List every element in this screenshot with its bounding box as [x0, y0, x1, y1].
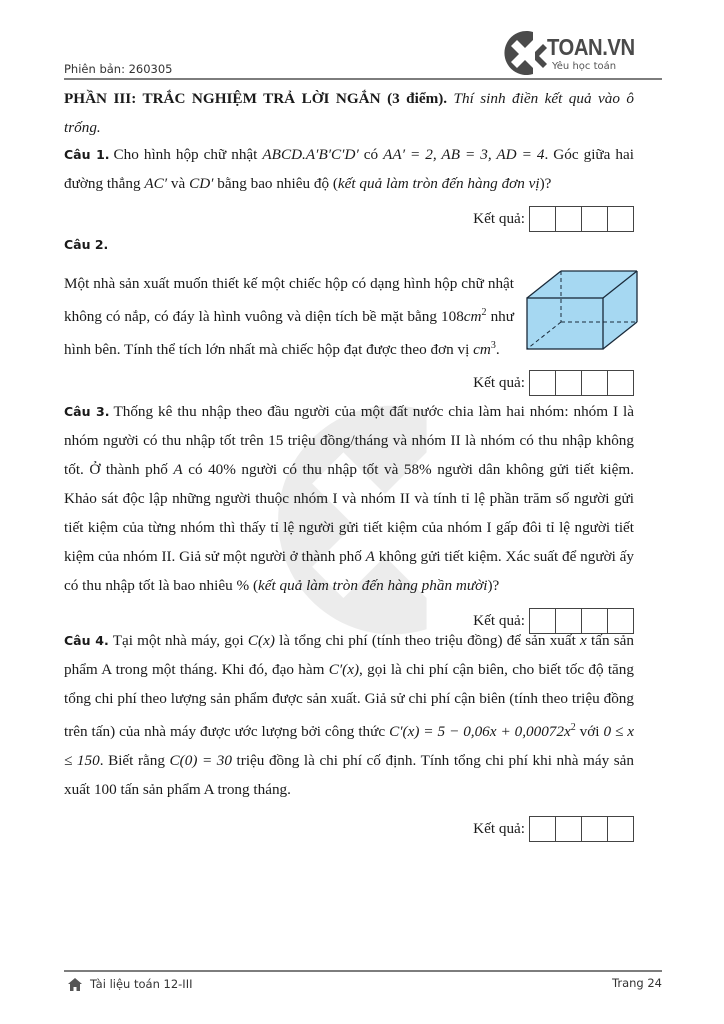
part-title: PHẦN III: TRẮC NGHIỆM TRẢ LỜI NGẮN (3 điểm). — [64, 90, 448, 107]
math-expression: AA′ = 2, AB = 3, AD = 4 — [383, 146, 545, 163]
rounding-note: kết quả làm tròn đến hàng đơn vị — [337, 175, 540, 192]
answer-cell[interactable] — [530, 207, 556, 231]
answer-boxes — [529, 206, 634, 232]
open-box-figure — [526, 268, 640, 352]
superscript: 3 — [490, 340, 496, 352]
answer-label: Kết quả: — [473, 820, 525, 838]
question-text: và — [167, 175, 190, 192]
math-expression: 0 ≤ x ≤ 150 — [64, 723, 634, 770]
answer-cell[interactable] — [556, 817, 582, 841]
answer-cell[interactable] — [582, 371, 608, 395]
doc-title: Tài liệu toán 12-III — [90, 977, 193, 991]
math-expression: ABCD.A′B′C′D′ — [262, 146, 359, 163]
answer-cell[interactable] — [608, 207, 633, 231]
math-expression: C(x) — [247, 632, 275, 649]
math-expression: AC′ — [144, 175, 168, 192]
part-heading — [64, 84, 634, 142]
footer-divider — [64, 970, 662, 972]
question-text: )? — [487, 577, 500, 594]
logo-mark-icon — [503, 28, 547, 78]
logo-name: TOAN.VN — [547, 34, 635, 60]
question-text: với — [575, 723, 604, 741]
question-text: . Góc giữa hai đường thẳng — [64, 146, 634, 192]
answer-label: Kết quả: — [473, 612, 525, 629]
footer-doc-title — [68, 977, 192, 991]
answer-cell[interactable] — [530, 817, 556, 841]
math-expression: x — [580, 632, 587, 649]
answer-cell[interactable] — [582, 207, 608, 231]
math-expression: C′(x) = 5 − 0,06x + 0,00072x — [389, 723, 571, 741]
question-text: . Biết rằng — [99, 752, 170, 770]
answer-row — [64, 816, 634, 842]
question-text: Một nhà sản xuất muốn thiết kế một chiếc hộp có dạng hình hộp chữ nhật không có nắp, có đáy là hình vuông và diện tích bề mặt bằng 108 — [64, 275, 514, 326]
answer-cell[interactable] — [608, 371, 633, 395]
answer-row — [64, 370, 634, 396]
question-3 — [64, 397, 634, 634]
header-divider — [64, 78, 662, 80]
part-instruction: Thí sinh điền kết quả vào ô trống. — [64, 90, 634, 136]
answer-cell[interactable] — [582, 817, 608, 841]
question-text: không gửi tiết kiệm. Xác suất để người ấy có thu nhập tốt là bao nhiêu % ( — [64, 548, 634, 594]
logo-tagline: Yêu học toán — [552, 61, 617, 72]
answer-cell[interactable] — [608, 817, 633, 841]
answer-row — [64, 206, 634, 232]
answer-label: Kết quả: — [473, 374, 525, 392]
math-expression: C(0) = 30 — [169, 752, 232, 770]
superscript: 2 — [481, 307, 487, 318]
question-text: bằng bao nhiêu độ ( — [213, 175, 338, 192]
question-text: , gọi là chi phí cận biên, cho biết tốc độ tăng tổng chi phí theo lượng sản phẩm được sản xuất. Giả sử chi phí cận biên (tính theo triệu đồng trên tấn) của nhà máy được ước lượng bởi công thức — [64, 661, 634, 741]
question-text: )? — [539, 175, 552, 192]
question-text: Thống kê thu nhập theo đầu người của một đất nước chia làm hai nhóm: nhóm I là nhóm người có thu nhập tốt trên 15 triệu đồng/tháng và nhóm II là nhóm có thu nhập không tốt. Ở thành phố — [64, 403, 634, 478]
math-expression: cm — [463, 308, 482, 326]
math-expression: CD′ — [189, 175, 214, 192]
question-text: triệu đồng là chi phí cố định. Tính tổng chi phí khi nhà máy sản xuất 100 tấn sản phẩm A trong tháng. — [64, 752, 634, 799]
question-label: Câu 2. — [64, 237, 109, 252]
question-text: là tổng chi phí (tính theo triệu đồng) để sản xuất — [274, 632, 581, 649]
toanvn-logo — [503, 28, 653, 80]
answer-cell[interactable] — [556, 207, 582, 231]
answer-boxes — [529, 816, 634, 842]
question-label: Câu 3. — [64, 404, 110, 419]
question-text: có 40% người có thu nhập tốt và 58% người dân không gửi tiết kiệm. Khảo sát độc lập những người thuộc nhóm I và nhóm II và tính tỉ lệ phần trăm số người gửi tiết kiệm của từng nhóm thì thấy tỉ lệ người gửi tiết kiệm của nhóm I gấp đôi tỉ lệ người tiết kiệm của nhóm II. Giả sử một người ở thành phố — [64, 461, 634, 565]
math-expression: A — [365, 548, 375, 565]
question-2 — [64, 230, 634, 396]
question-1 — [64, 140, 634, 232]
question-text: tấn sản phẩm A trong một tháng. Khi đó, đạo hàm — [64, 632, 634, 678]
answer-cell[interactable] — [556, 371, 582, 395]
answer-cell[interactable] — [530, 371, 556, 395]
question-label: Câu 1. — [64, 147, 110, 162]
question-text: Cho hình hộp chữ nhật — [113, 146, 263, 163]
page-number: Trang 24 — [612, 976, 662, 990]
math-expression: C′(x) — [328, 661, 360, 678]
home-icon — [68, 978, 82, 991]
rounding-note: kết quả làm tròn đến hàng phần mười — [258, 577, 488, 594]
answer-boxes — [529, 370, 634, 396]
superscript: 2 — [570, 722, 576, 733]
version-label: Phiên bản: 260305 — [64, 62, 173, 76]
question-text: Tại một nhà máy, gọi — [112, 632, 248, 649]
question-4 — [64, 626, 634, 842]
question-text: như hình bên. Tính thể tích lớn nhất mà chiếc hộp đạt được theo đơn vị — [64, 308, 514, 359]
math-expression: cm — [473, 341, 491, 359]
math-expression: A — [173, 461, 183, 478]
question-text: . — [495, 341, 500, 359]
question-label: Câu 4. — [64, 633, 109, 648]
answer-label: Kết quả: — [473, 210, 525, 227]
question-text: có — [358, 146, 384, 163]
